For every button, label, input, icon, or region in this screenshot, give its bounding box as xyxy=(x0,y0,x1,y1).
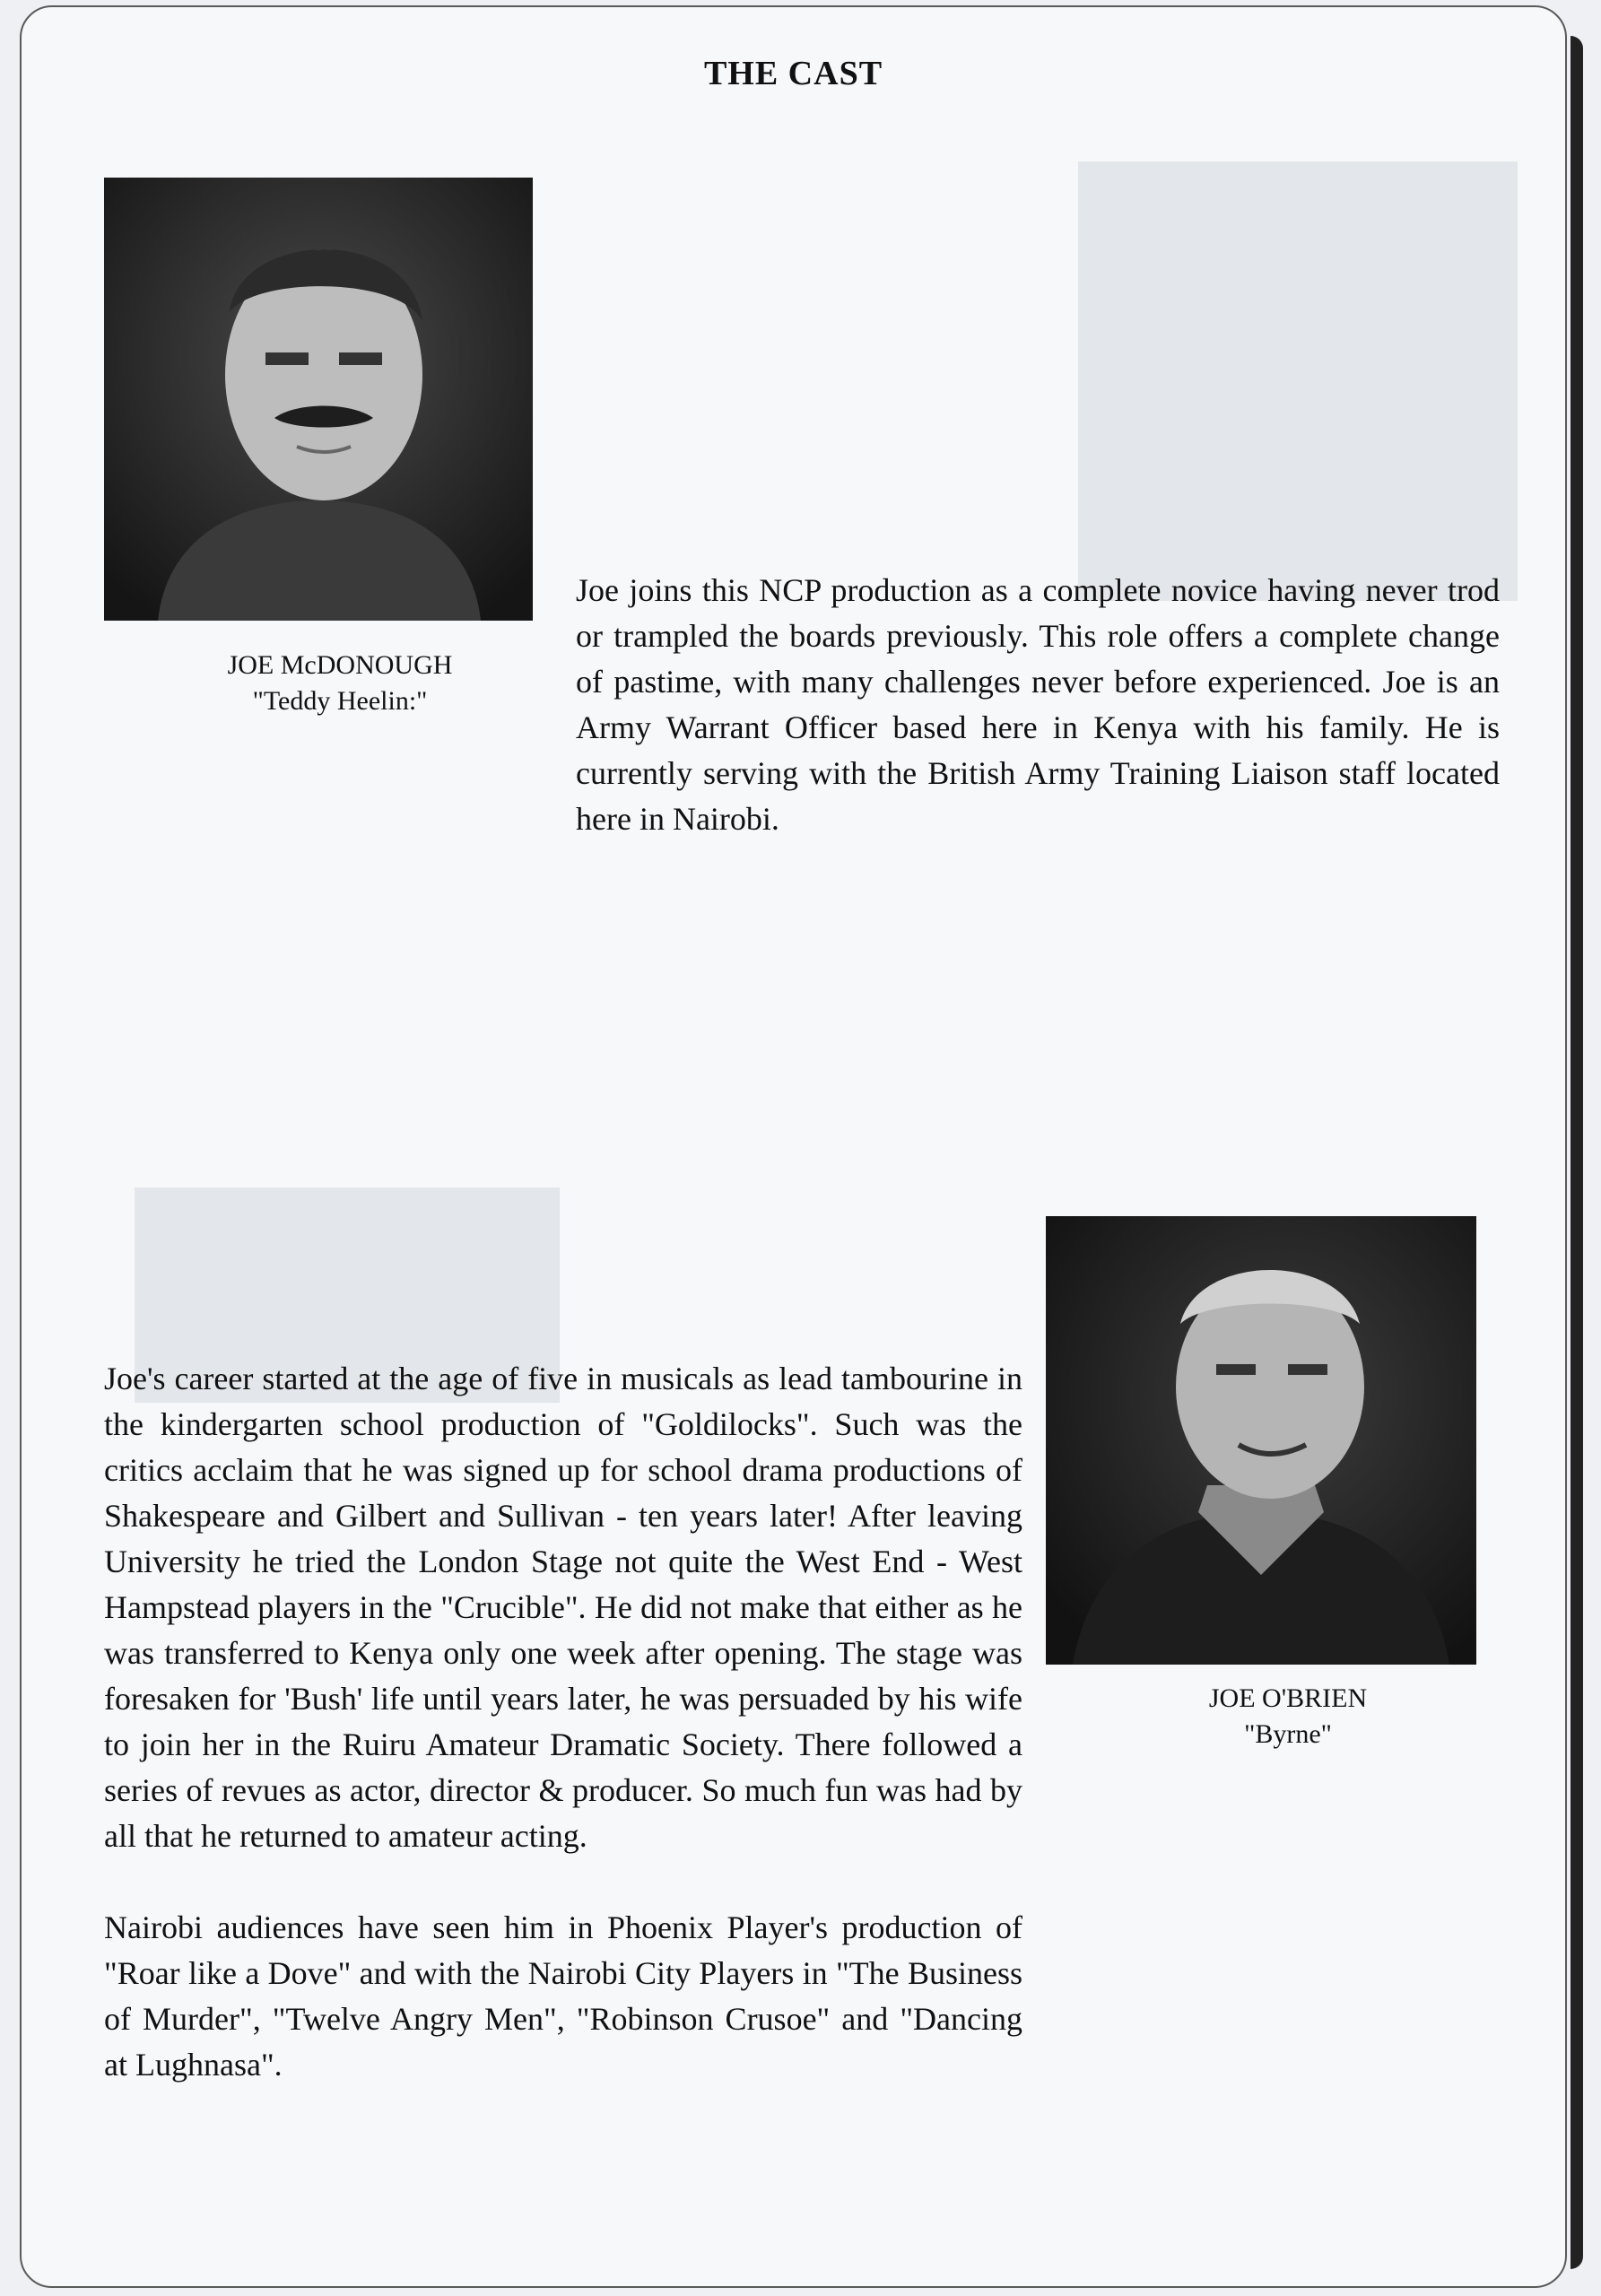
cast-role: "Teddy Heelin:" xyxy=(252,686,428,716)
page-title: THE CAST xyxy=(703,55,883,92)
cast-bio-mcdonough xyxy=(576,568,1500,842)
page-edge-shadow xyxy=(1571,36,1583,2269)
bleed-through-photo xyxy=(1078,161,1518,601)
cast-name: JOE O'BRIEN xyxy=(1208,1683,1368,1713)
cast-bio-obrien xyxy=(104,1356,1022,2088)
cast-photo-obrien xyxy=(1046,1216,1476,1665)
cast-caption-mcdonough xyxy=(165,648,515,719)
cast-name: JOE McDONOUGH xyxy=(227,650,453,680)
bio-paragraph: Joe joins this NCP production as a complete novice having never trod or trampled the boards previously. This role offers a complete change of pastime, with many challenges never before experienced. Joe is an Army Warrant Officer based here in Kenya with his family. He is currently serving with the British Army Training Liaison staff located here in Nairobi. xyxy=(576,572,1500,837)
portrait-image xyxy=(104,178,533,621)
bio-paragraph: Nairobi audiences have seen him in Phoenix Player's production of "Roar like a Dove" and with the Nairobi City Players in "The Business of Murder", "Twelve Angry Men", "Robinson Crusoe" and "Dancing at Lughnasa". xyxy=(104,1909,1022,2083)
bio-paragraph: Joe's career started at the age of five in musicals as lead tambourine in the kindergarten school production of "Goldilocks". Such was the critics acclaim that he was signed up for school drama productions of Shakespeare and Gilbert and Sullivan - ten years later! After leaving University he tried the London Stage not quite the West End - West Hampstead players in the "Crucible". He did not make that either as he was transferred to Kenya only one week after opening. The stage was foresaken for 'Bush' life until years later, he was persuaded by his wife to join her in the Ruiru Amateur Dramatic Society. There followed a series of revues as actor, director & producer. So much fun was had by all that he returned to amateur acting. xyxy=(104,1361,1022,1854)
cast-photo-mcdonough xyxy=(104,178,533,621)
portrait-image xyxy=(1046,1216,1476,1665)
cast-caption-obrien xyxy=(1135,1681,1440,1752)
cast-role: "Byrne" xyxy=(1244,1719,1332,1749)
program-page xyxy=(20,5,1567,2288)
